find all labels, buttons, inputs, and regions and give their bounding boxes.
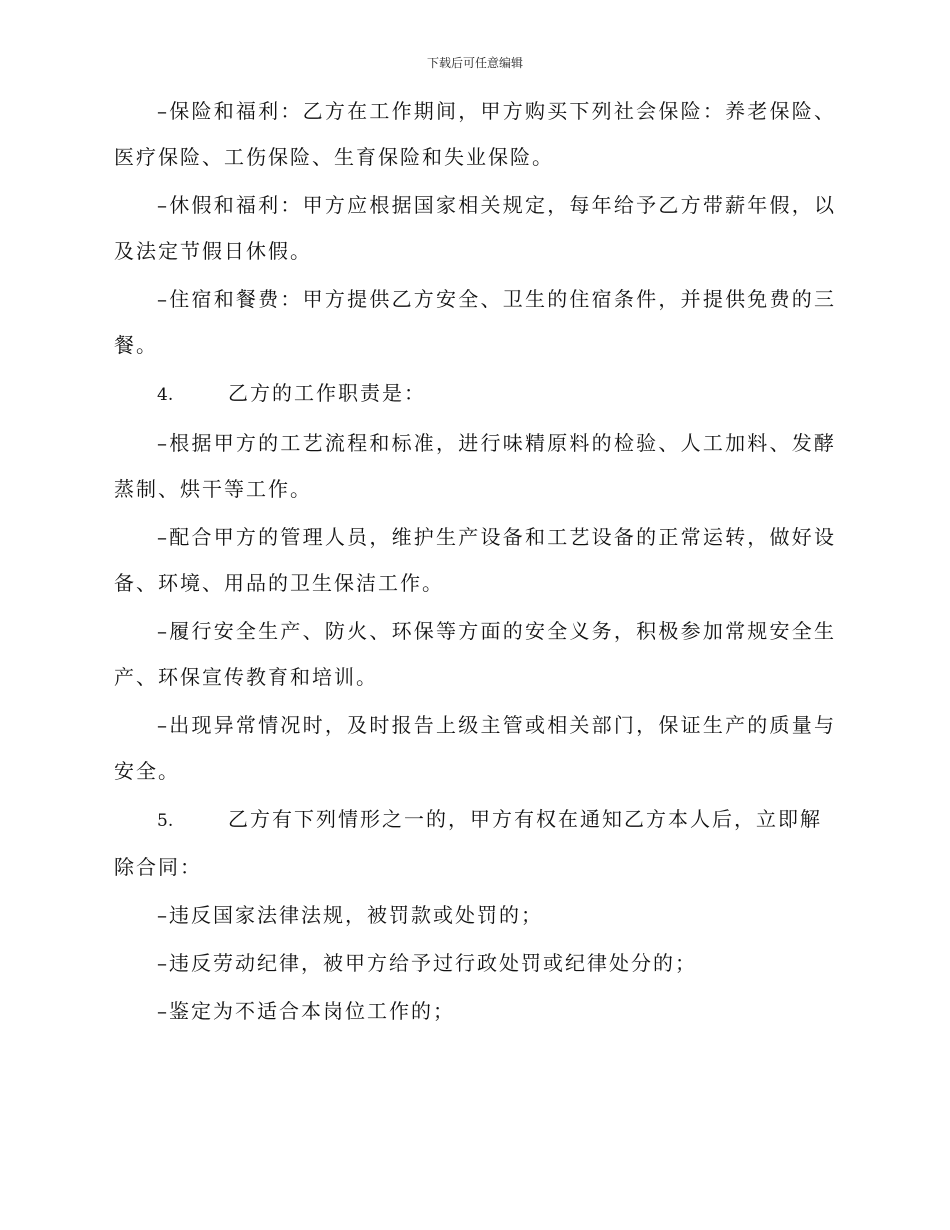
duty-item: –履行安全生产、防火、环保等方面的安全义务，积极参加常规安全生产、环保宣传教育和培训。 (114, 619, 836, 689)
termination-item: –违反劳动纪律，被甲方给予过行政处罚或纪律处分的； (157, 951, 697, 975)
section-5-heading (114, 796, 836, 890)
duty-item: –出现异常情况时，及时报告上级主管或相关部门，保证生产的质量与安全。 (114, 713, 836, 783)
termination-item: –违反国家法律法规，被罚款或处罚的； (157, 903, 543, 927)
section-title: 乙方有下列情形之一的，甲方有权在通知乙方本人后，立即解除合同： (114, 807, 822, 879)
section-4-heading (114, 370, 836, 418)
page-header: 下载后可任意编辑 (426, 56, 523, 70)
section-number: 5. (157, 811, 174, 831)
clause-housing-meals: –住宿和餐费：甲方提供乙方安全、卫生的住宿条件，并提供免费的三餐。 (114, 287, 836, 357)
section-number: 4. (157, 385, 174, 405)
duty-item: –配合甲方的管理人员，维护生产设备和工艺设备的正常运转，做好设备、环境、用品的卫生保洁工作。 (114, 525, 836, 595)
section-title: 乙方的工作职责是： (228, 381, 426, 405)
duty-item: –根据甲方的工艺流程和标准，进行味精原料的检验、人工加料、发酵蒸制、烘干等工作。 (114, 431, 836, 501)
termination-item: –鉴定为不适合本岗位工作的； (157, 999, 455, 1023)
clause-leave-benefits: –休假和福利：甲方应根据国家相关规定，每年给予乙方带薪年假，以及法定节假日休假。 (114, 193, 836, 263)
document-body (114, 88, 836, 1036)
clause-insurance-benefits: –保险和福利：乙方在工作期间，甲方购买下列社会保险：养老保险、医疗保险、工伤保险、生育保险和失业保险。 (114, 99, 836, 169)
